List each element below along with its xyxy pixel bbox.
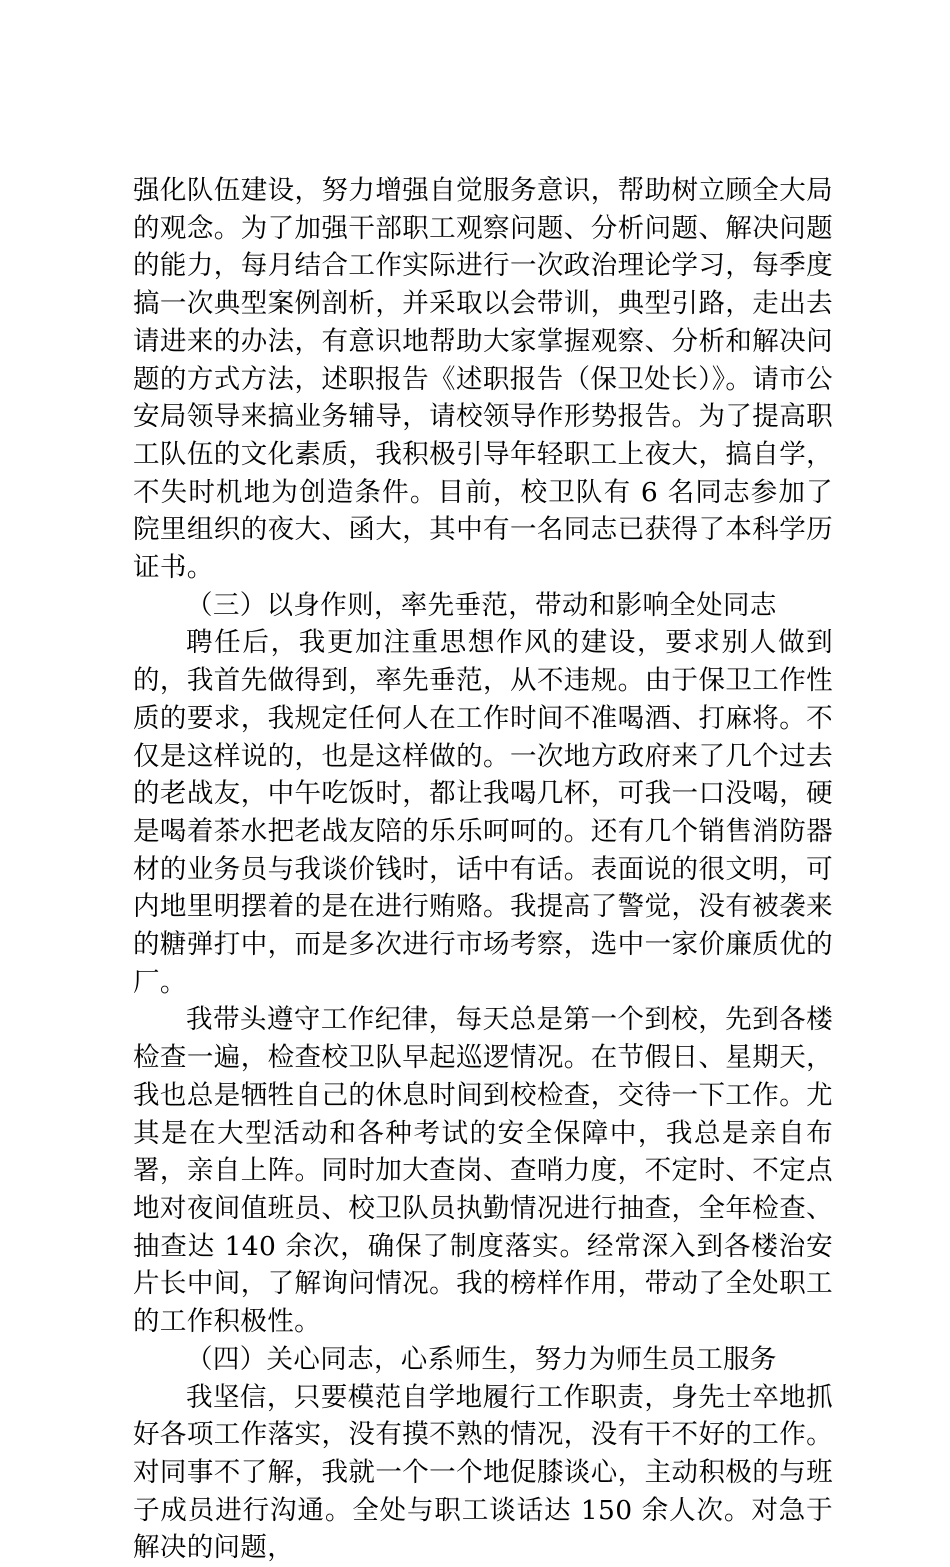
paragraph-team-building: 强化队伍建设，努力增强自觉服务意识，帮助树立顾全大局的观念。为了加强干部职工观察问题、分析问题、解决问题的能力，每月结合工作实际进行一次政治理论学习，每季度搞一次典型案例剖析，并采取以会带训，典型引路，走出去请进来的办法，有意识地帮助大家掌握观察、分析和解决问题的方式方法，述职报告《述职报告（保卫处长）》。请市公安局领导来搞业务辅导，请校领导作形势报告。为了提高职工队伍的文化素质，我积极引导年轻职工上夜大，搞自学，不失时机地为创造条件。目前，校卫队有 6 名同志参加了院里组织的夜大、函大，其中有一名同志已获得了本科学历证书。 <box>133 172 833 587</box>
document-body <box>133 172 833 1567</box>
section-heading-3: （三）以身作则，率先垂范，带动和影响全处同志 <box>133 587 833 625</box>
paragraph-conduct: 聘任后，我更加注重思想作风的建设，要求别人做到的，我首先做得到，率先垂范，从不违规。由于保卫工作性质的要求，我规定任何人在工作时间不准喝酒、打麻将。不仅是这样说的，也是这样做的。一次地方政府来了几个过去的老战友，中午吃饭时，都让我喝几杯，可我一口没喝，硬是喝着茶水把老战友陪的乐乐呵呵的。还有几个销售消防器材的业务员与我谈价钱时，话中有话。表面说的很文明，可内地里明摆着的是在进行贿赂。我提高了警觉，没有被袭来的糖弹打中，而是多次进行市场考察，选中一家价廉质优的厂。 <box>133 624 833 1001</box>
section-heading-4: （四）关心同志，心系师生，努力为师生员工服务 <box>133 1341 833 1379</box>
paragraph-service: 我坚信，只要模范自学地履行工作职责，身先士卒地抓好各项工作落实，没有摸不熟的情况，没有干不好的工作。对同事不了解，我就一个一个地促膝谈心，主动积极的与班子成员进行沟通。全处与职工谈话达 150 余人次。对急于解决的问题， <box>133 1379 833 1567</box>
paragraph-discipline: 我带头遵守工作纪律，每天总是第一个到校，先到各楼检查一遍，检查校卫队早起巡逻情况。在节假日、星期天，我也总是牺牲自己的休息时间到校检查，交待一下工作。尤其是在大型活动和各种考试的安全保障中，我总是亲自布署，亲自上阵。同时加大查岗、查哨力度，不定时、不定点地对夜间值班员、校卫队员执勤情况进行抽查，全年检查、抽查达 140 余次，确保了制度落实。经常深入到各楼治安片长中间，了解询问情况。我的榜样作用，带动了全处职工的工作积极性。 <box>133 1001 833 1340</box>
